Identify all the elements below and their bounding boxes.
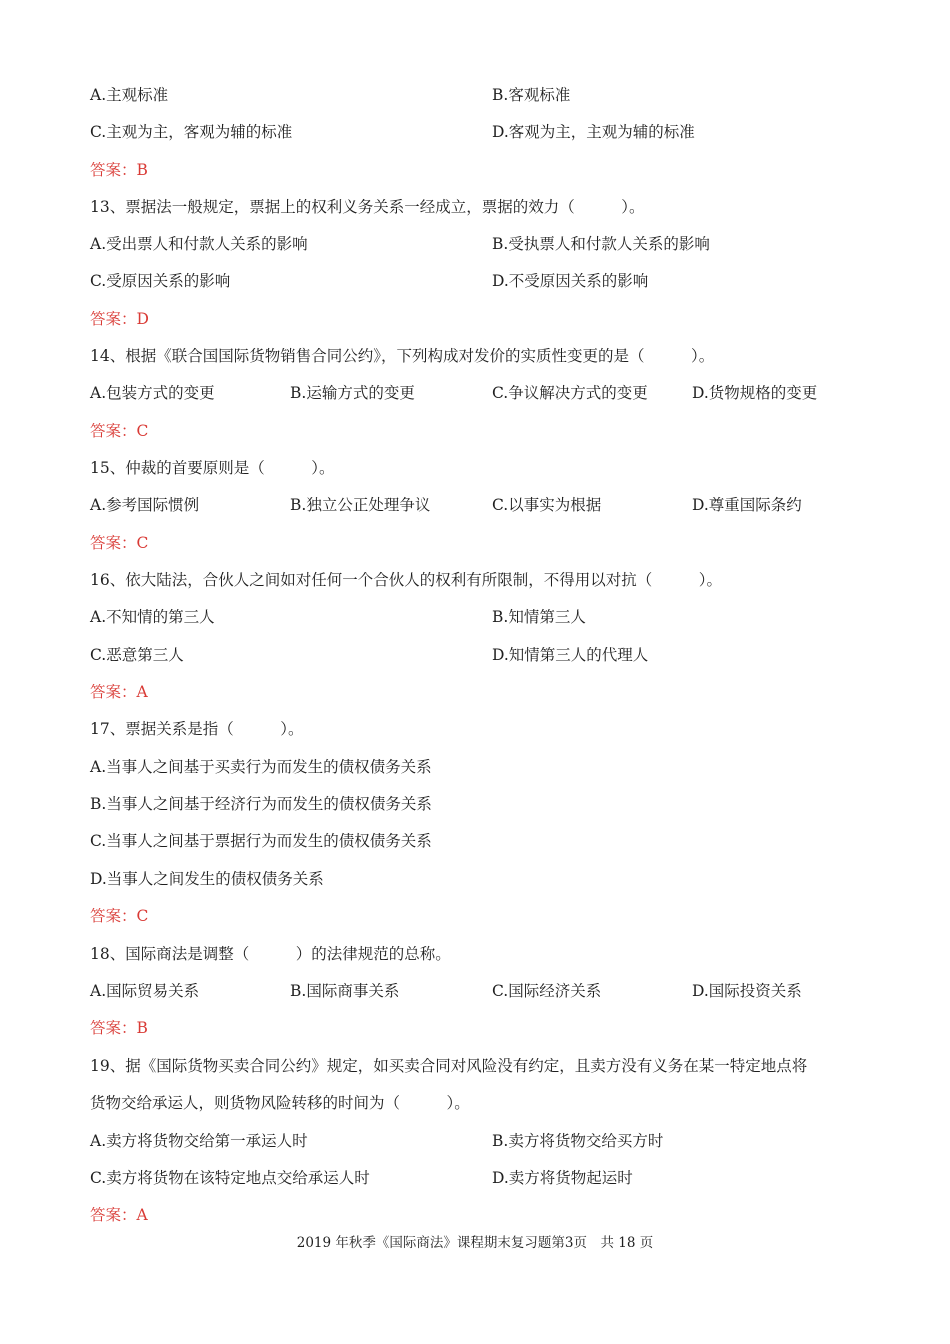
q18-option-a: A.国际贸易关系 [90,982,200,1000]
q19-option-d: D.卖方将货物起运时 [492,1169,633,1187]
q19-question-line-2: 货物交给承运人，则货物风险转移的时间为（ ）。 [90,1094,470,1112]
q17-option-d: D.当事人之间发生的债权债务关系 [90,870,324,888]
q18-option-c: C.国际经济关系 [492,982,602,1000]
q14-option-c: C.争议解决方式的变更 [492,384,648,402]
q14-option-b: B.运输方式的变更 [290,384,415,402]
q16-option-b: B.知情第三人 [492,608,586,626]
q12-option-a: A.主观标准 [90,86,169,104]
q16-option-c: C.恶意第三人 [90,646,184,664]
page-footer: 2019 年秋季《国际商法》课程期末复习题第3页 共 18 页 [296,1235,654,1251]
q19-option-b: B.卖方将货物交给买方时 [492,1132,664,1150]
q16-option-d: D.知情第三人的代理人 [492,646,649,664]
q13-option-a: A.受出票人和付款人关系的影响 [90,235,308,253]
q17-answer: 答案：C [90,907,149,925]
q19-question-line-1: 19、据《国际货物买卖合同公约》规定，如买卖合同对风险没有约定，且卖方没有义务在某一特定地点将 [90,1057,808,1075]
q14-option-a: A.包装方式的变更 [90,384,215,402]
q17-option-b: B.当事人之间基于经济行为而发生的债权债务关系 [90,795,432,813]
q17-option-c: C.当事人之间基于票据行为而发生的债权债务关系 [90,832,432,850]
q18-question: 18、国际商法是调整（ ）的法律规范的总称。 [90,945,451,963]
q16-question: 16、依大陆法，合伙人之间如对任何一个合伙人的权利有所限制，不得用以对抗（ ）。 [90,571,722,589]
q12-option-b: B.客观标准 [492,86,571,104]
q19-answer: 答案：A [90,1206,148,1224]
q15-option-c: C.以事实为根据 [492,496,602,514]
q18-answer: 答案：B [90,1019,148,1037]
q17-question: 17、票据关系是指（ ）。 [90,720,304,738]
q15-option-d: D.尊重国际条约 [692,496,802,514]
q13-question: 13、票据法一般规定，票据上的权利义务关系一经成立，票据的效力（ ）。 [90,198,645,216]
q15-question: 15、仲裁的首要原则是（ ）。 [90,459,335,477]
q12-option-c: C.主观为主，客观为辅的标准 [90,123,293,141]
q18-option-d: D.国际投资关系 [692,982,802,1000]
q12-option-d: D.客观为主，主观为辅的标准 [492,123,695,141]
q12-answer: 答案：B [90,161,148,179]
q13-option-b: B.受执票人和付款人关系的影响 [492,235,710,253]
q13-answer: 答案：D [90,310,149,328]
q16-answer: 答案：A [90,683,148,701]
q16-option-a: A.不知情的第三人 [90,608,215,626]
q17-option-a: A.当事人之间基于买卖行为而发生的债权债务关系 [90,758,432,776]
q15-option-b: B.独立公正处理争议 [290,496,431,514]
q15-answer: 答案：C [90,534,149,552]
q19-option-a: A.卖方将货物交给第一承运人时 [90,1132,308,1150]
q13-option-c: C.受原因关系的影响 [90,272,231,290]
q13-option-d: D.不受原因关系的影响 [492,272,649,290]
q15-option-a: A.参考国际惯例 [90,496,200,514]
q14-question: 14、根据《联合国国际货物销售合同公约》，下列构成对发价的实质性变更的是（ ）。 [90,347,715,365]
q14-option-d: D.货物规格的变更 [692,384,818,402]
q14-answer: 答案：C [90,422,149,440]
q19-option-c: C.卖方将货物在该特定地点交给承运人时 [90,1169,370,1187]
q18-option-b: B.国际商事关系 [290,982,400,1000]
